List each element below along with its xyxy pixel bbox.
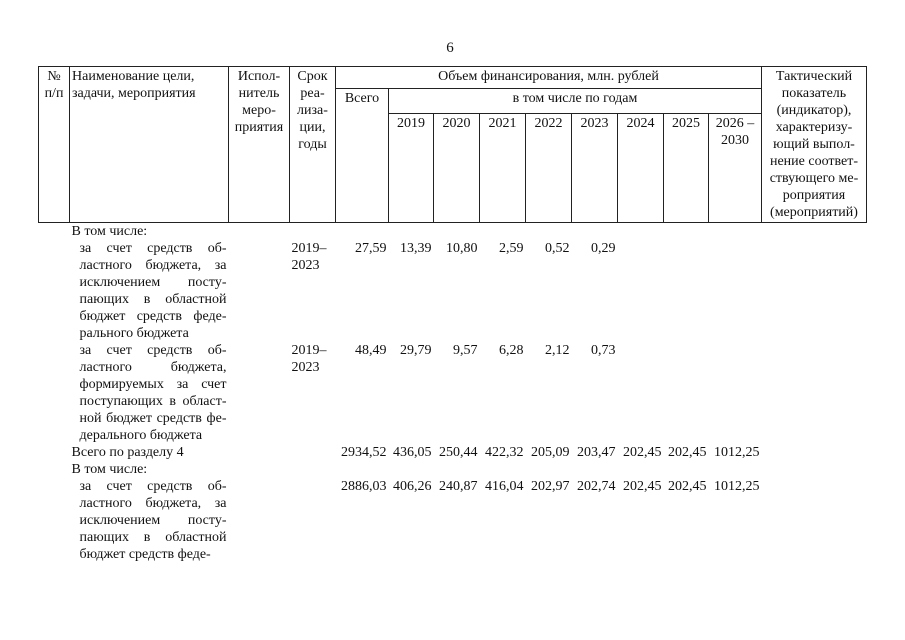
row-period-cell xyxy=(290,461,336,478)
row-year-value: 202,97 xyxy=(531,479,570,494)
row-executor-cell xyxy=(229,342,290,444)
row-year-value xyxy=(618,223,664,241)
row-year-value xyxy=(434,223,480,241)
row-period-cell xyxy=(290,478,336,563)
row-year-value: 406,26 xyxy=(393,479,432,494)
row-name-cell: Всего по разделу 4 xyxy=(71,445,184,460)
header-year-2020: 2020 xyxy=(434,114,480,223)
row-year-value: 0,52 xyxy=(545,241,570,256)
row-year-value xyxy=(572,461,618,478)
row-year-value xyxy=(618,461,664,478)
row-indicator-cell xyxy=(762,461,867,478)
table-row xyxy=(39,240,867,342)
row-executor-cell xyxy=(229,461,290,478)
header-year-2021: 2021 xyxy=(480,114,526,223)
table-row xyxy=(39,342,867,444)
row-total-cell: 48,49 xyxy=(355,343,387,358)
row-name-cell: за счет средств об-ластного бюджета, за исключением посту-пающих в областной бюджет средств феде- xyxy=(79,479,227,562)
header-indicator: Тактический показатель (индикатор), характеризу-ющий выпол-нение соответ-ствующего ме-роприятия (мероприятий) xyxy=(762,67,867,223)
header-year-2026-2030: 2026 – 2030 xyxy=(709,114,762,223)
row-year-value: 2,59 xyxy=(499,241,524,256)
row-num-cell xyxy=(39,240,70,342)
row-total-cell: 2934,52 xyxy=(341,445,387,460)
row-total-cell xyxy=(336,223,389,241)
table-header xyxy=(39,67,867,223)
row-year-value xyxy=(664,223,709,241)
row-year-value: 422,32 xyxy=(485,445,524,460)
row-name-cell: за счет средств об-ластного бюджета, за исключением посту-пающих в областной бюджет средств феде-рального бюджета xyxy=(79,241,227,341)
row-year-value: 9,57 xyxy=(453,343,478,358)
row-year-value xyxy=(709,223,762,241)
row-year-value: 416,04 xyxy=(485,479,524,494)
row-year-value: 240,87 xyxy=(439,479,478,494)
row-year-value xyxy=(480,223,526,241)
row-indicator-cell xyxy=(762,223,867,241)
row-total-cell: 27,59 xyxy=(355,241,387,256)
row-year-value xyxy=(526,461,572,478)
row-year-value: 202,45 xyxy=(668,445,707,460)
header-year-2023: 2023 xyxy=(572,114,618,223)
row-year-value xyxy=(618,342,664,444)
row-year-value xyxy=(709,461,762,478)
header-year-2025: 2025 xyxy=(664,114,709,223)
row-year-value: 13,39 xyxy=(400,241,432,256)
header-total: Всего xyxy=(336,89,389,223)
row-total-cell: 2886,03 xyxy=(341,479,387,494)
row-year-value xyxy=(389,223,434,241)
row-year-value xyxy=(526,223,572,241)
row-num-cell xyxy=(39,444,70,461)
header-name: Наименование цели, задачи, мероприятия xyxy=(70,67,229,223)
table-row xyxy=(39,461,867,478)
table-row xyxy=(39,478,867,563)
row-year-value: 2,12 xyxy=(545,343,570,358)
table-row xyxy=(39,223,867,241)
header-num: № п/п xyxy=(39,67,70,223)
row-year-value xyxy=(572,223,618,241)
row-year-value: 0,73 xyxy=(591,343,616,358)
row-year-value: 250,44 xyxy=(439,445,478,460)
row-year-value: 202,45 xyxy=(623,445,662,460)
header-year-2024: 2024 xyxy=(618,114,664,223)
row-year-value: 202,45 xyxy=(668,479,707,494)
row-year-value: 29,79 xyxy=(400,343,432,358)
row-executor-cell xyxy=(229,223,290,241)
row-indicator-cell xyxy=(762,478,867,563)
row-year-value: 203,47 xyxy=(577,445,616,460)
row-year-value: 436,05 xyxy=(393,445,432,460)
row-year-value: 10,80 xyxy=(446,241,478,256)
row-indicator-cell xyxy=(762,444,867,461)
row-year-value xyxy=(618,240,664,342)
row-num-cell xyxy=(39,461,70,478)
row-period-cell xyxy=(290,223,336,241)
table-row xyxy=(39,444,867,461)
header-year-2022: 2022 xyxy=(526,114,572,223)
row-year-value: 0,29 xyxy=(591,241,616,256)
row-indicator-cell xyxy=(762,240,867,342)
row-executor-cell xyxy=(229,444,290,461)
row-year-value xyxy=(664,240,709,342)
row-year-value xyxy=(480,461,526,478)
row-executor-cell xyxy=(229,240,290,342)
row-year-value xyxy=(709,342,762,444)
row-year-value: 205,09 xyxy=(531,445,570,460)
row-year-value xyxy=(434,461,480,478)
row-name-cell: В том числе: xyxy=(71,462,148,477)
header-period: Срок реа-лиза-ции, годы xyxy=(290,67,336,223)
header-financing: Объем финансирования, млн. рублей xyxy=(336,67,762,89)
row-year-value: 1012,25 xyxy=(714,479,760,494)
row-executor-cell xyxy=(229,478,290,563)
row-indicator-cell xyxy=(762,342,867,444)
row-num-cell xyxy=(39,342,70,444)
row-year-value: 1012,25 xyxy=(714,445,760,460)
financing-table xyxy=(38,66,867,563)
row-total-cell xyxy=(336,461,389,478)
header-year-2019: 2019 xyxy=(389,114,434,223)
page-number: 6 xyxy=(446,40,454,56)
row-period-cell: 2019– 2023 xyxy=(291,343,327,375)
header-executor: Испол-нитель меро-приятия xyxy=(229,67,290,223)
row-name-cell: В том числе: xyxy=(71,224,148,239)
row-year-value: 202,74 xyxy=(577,479,616,494)
header-by-years: в том числе по годам xyxy=(389,89,762,114)
row-year-value: 202,45 xyxy=(623,479,662,494)
row-num-cell xyxy=(39,223,70,241)
row-year-value xyxy=(709,240,762,342)
row-year-value xyxy=(664,342,709,444)
row-year-value xyxy=(664,461,709,478)
row-num-cell xyxy=(39,478,70,563)
row-period-cell xyxy=(290,444,336,461)
row-year-value: 6,28 xyxy=(499,343,524,358)
table-body xyxy=(39,223,867,564)
row-name-cell: за счет средств об-ластного бюджета, формируемых за счет поступающих в област-ной бюджет средств фе-дерального бюджета xyxy=(79,343,227,443)
row-year-value xyxy=(389,461,434,478)
row-period-cell: 2019– 2023 xyxy=(291,241,327,273)
